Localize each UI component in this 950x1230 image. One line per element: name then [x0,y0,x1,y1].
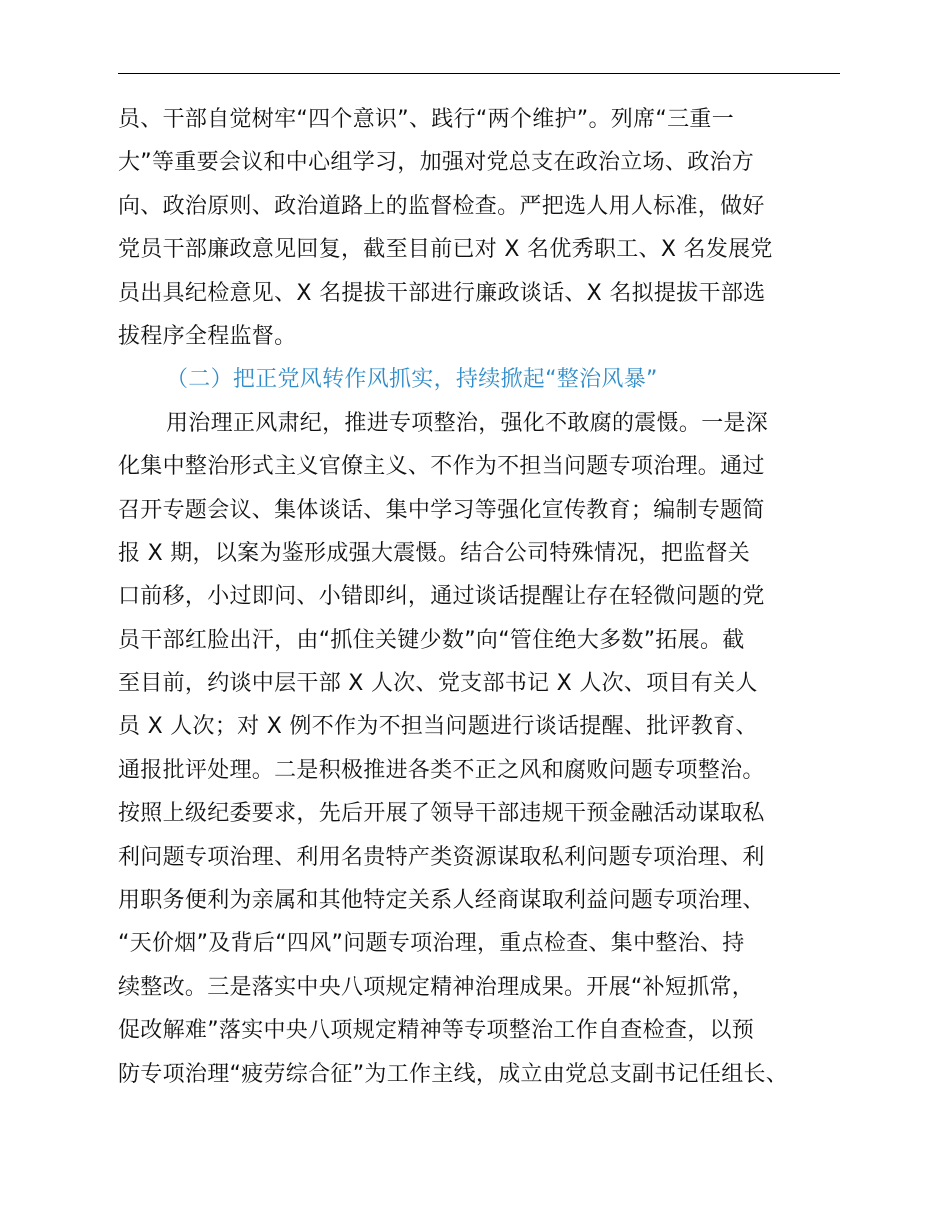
paragraph-line: 按照上级纪委要求，先后开展了领导干部违规干预金融活动谋取私 [118,801,765,827]
paragraph-line: 召开专题会议、集体谈话、集中学习等强化宣传教育；编制专题简 [118,497,765,523]
paragraph-line: 员干部红脸出汗，由“抓住关键少数”向“管住绝大多数”拓展。截 [118,627,745,653]
paragraph-line: 员出具纪检意见、X 名提拔干部进行廉政谈话、X 名拟提拔干部选 [118,280,766,306]
paragraph-line: 员 X 人次；对 X 例不作为不担当问题进行谈话提醒、批评教育、 [118,714,758,740]
paragraph-line: 通报批评处理。二是积极推进各类不正之风和腐败问题专项整治。 [118,757,765,783]
document-body [118,98,840,1096]
paragraph-line: 促改解难”落实中央八项规定精神等专项整治工作自查检查，以预 [118,1018,755,1044]
paragraph-line: 员、干部自觉树牢“四个意识”、践行“两个维护”。列席“三重一 [118,107,734,132]
paragraph-line: 向、政治原则、政治道路上的监督检查。严把选人用人标准，做好 [118,193,765,219]
paragraph-line: 大”等重要会议和中心组学习，加强对党总支在政治立场、政治方 [118,150,755,176]
paragraph-line: 报 X 期，以案为鉴形成强大震慑。结合公司特殊情况，把监督关 [118,540,751,566]
paragraph-line: 口前移，小过即问、小错即纠，通过谈话提醒让存在轻微问题的党 [118,584,765,610]
paragraph-line: 至目前，约谈中层干部 X 人次、党支部书记 X 人次、项目有关人 [118,671,758,697]
paragraph-line: 续整改。三是落实中央八项规定精神治理成果。开展“补短抓常， [118,974,755,1000]
header-rule [118,73,840,74]
paragraph-line: “天价烟”及背后“四风”问题专项治理，重点检查、集中整治、持 [118,931,745,957]
paragraph-line: 党员干部廉政意见回复，截至目前已对 X 名优秀职工、X 名发展党 [118,237,773,263]
paragraph-line: 防专项治理“疲劳综合征”为工作主线，成立由党总支副书记任组长、 [118,1061,789,1087]
paragraph-line: 拔程序全程监督。 [118,323,297,349]
paragraph-line: 用职务便利为亲属和其他特定关系人经商谋取利益问题专项治理、 [118,888,765,914]
paragraph-line: 利问题专项治理、利用名贵特产类资源谋取私利问题专项治理、利 [118,844,765,870]
paragraph-line: 化集中整治形式主义官僚主义、不作为不担当问题专项治理。通过 [118,454,765,480]
paragraph-line: 用治理正风肃纪，推进专项整治，强化不敢腐的震慑。一是深 [166,410,769,436]
section-heading: （二）把正党风转作风抓实，持续掀起“整治风暴” [166,367,658,393]
